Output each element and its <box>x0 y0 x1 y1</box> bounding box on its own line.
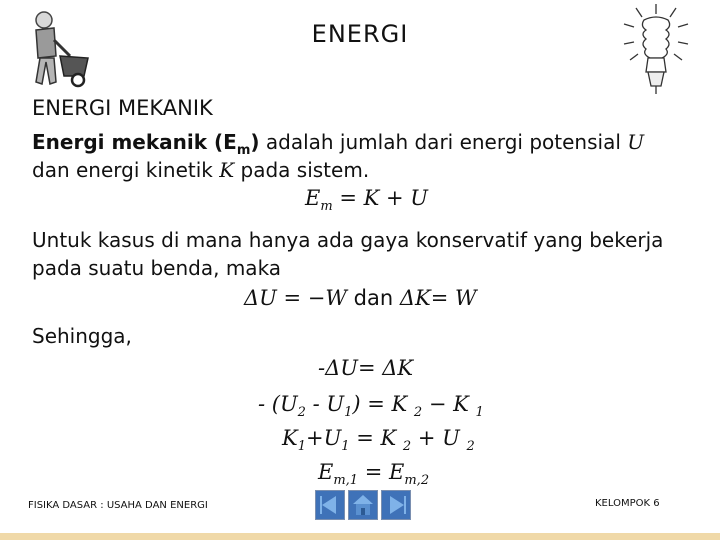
equation-energy-sum: $K_1+U_1 = K$ $_2$ + U $_2$ <box>282 426 475 455</box>
conservative-force-line-2: pada suatu benda, maka <box>32 256 282 280</box>
sehingga-label: Sehingga, <box>32 324 132 348</box>
next-slide-button[interactable] <box>381 490 411 520</box>
light-bulb-icon <box>618 2 694 96</box>
section-heading: ENERGI MEKANIK <box>32 96 213 120</box>
next-slide-icon <box>382 491 410 519</box>
home-icon <box>349 491 377 519</box>
equation-work-relations: ΔU = −W dan ΔK= W <box>244 286 477 310</box>
definition-line-2: dan energi kinetik K pada sistem. <box>32 158 370 182</box>
footer-course-title: FISIKA DASAR : USAHA DAN ENERGI <box>28 500 208 511</box>
equation-energy-conservation: $E_{m,1} = E_{m,2}$ <box>318 460 430 489</box>
slide-title: ENERGI <box>311 20 409 48</box>
worker-wheelbarrow-icon <box>26 6 92 92</box>
definition-line-1: Energi mekanik $(E_m)$ adalah jumlah dari energi potensial U <box>32 130 645 158</box>
footer-group-label: KELOMPOK 6 <box>595 498 660 509</box>
prev-slide-icon <box>316 491 344 519</box>
bottom-decorative-bar <box>0 533 720 540</box>
equation-potential-kinetic-expanded: - $(U_2 - U_1) = K$ $_2$ − K $_1$ <box>258 392 484 421</box>
equation-mechanical-energy: $E_m = K + U$ <box>305 186 428 215</box>
prev-slide-button[interactable] <box>315 490 345 520</box>
home-button[interactable] <box>348 490 378 520</box>
equation-delta-u-delta-k: -ΔU= ΔK <box>318 356 414 380</box>
conservative-force-line-1: Untuk kasus di mana hanya ada gaya konservatif yang bekerja <box>32 228 664 252</box>
